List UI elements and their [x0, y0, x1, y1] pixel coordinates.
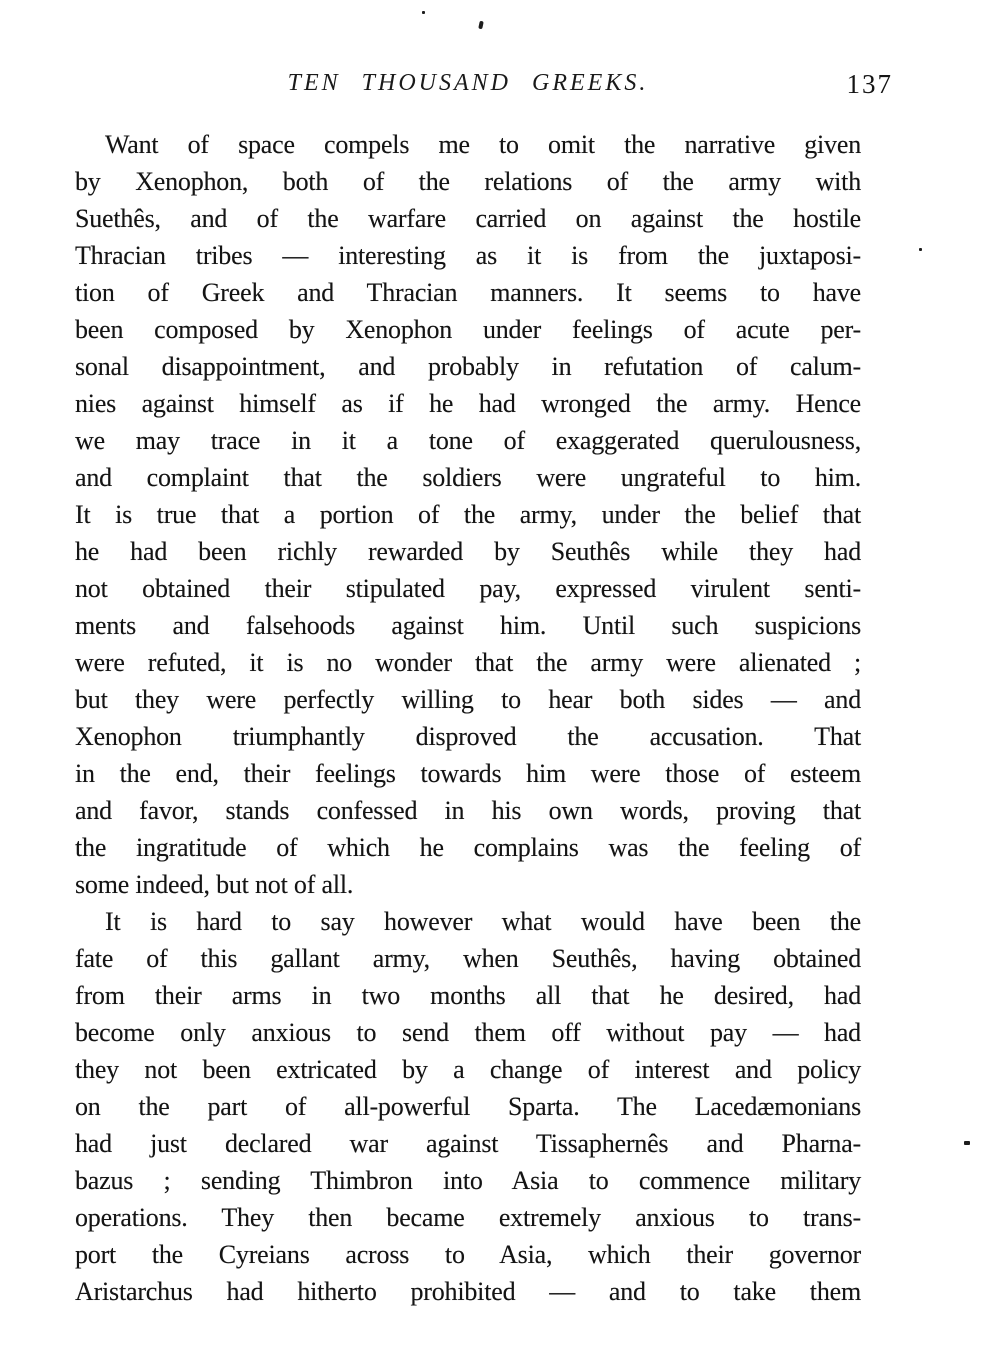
text-line: he had been richly rewarded by Seuthês while they had [75, 537, 861, 566]
text-line: and complaint that the soldiers were ungrateful to him. [75, 463, 861, 492]
text-line: It is hard to say however what would have been the [105, 907, 861, 936]
text-line: but they were perfectly willing to hear both sides — and [75, 685, 861, 714]
text-line: bazus ; sending Thimbron into Asia to commence military [75, 1166, 861, 1195]
text-line: operations. They then became extremely anxious to trans- [75, 1203, 861, 1232]
text-line: were refuted, it is no wonder that the army were alienated ; [75, 648, 861, 677]
text-line: Aristarchus had hitherto prohibited — and to take them [75, 1277, 861, 1306]
page-number: 137 [846, 69, 893, 99]
text-line: Want of space compels me to omit the narrative given [105, 130, 861, 159]
scan-speck [478, 21, 484, 30]
running-head [75, 69, 893, 104]
text-line: not obtained their stipulated pay, expressed virulent senti- [75, 574, 861, 603]
text-line: from their arms in two months all that he desired, had [75, 981, 861, 1010]
running-title: TEN THOUSAND GREEKS. [287, 70, 649, 96]
text-line: in the end, their feelings towards him were those of esteem [75, 759, 861, 788]
text-line: fate of this gallant army, when Seuthês, having obtained [75, 944, 861, 973]
text-line: been composed by Xenophon under feelings of acute per- [75, 315, 861, 344]
scan-speck [422, 11, 425, 14]
text-line: on the part of all-powerful Sparta. The Lacedæmonians [75, 1092, 861, 1121]
text-line: port the Cyreians across to Asia, which their governor [75, 1240, 861, 1269]
text-line: Xenophon triumphantly disproved the accusation. That [75, 722, 861, 751]
paragraph-2 [75, 903, 861, 1310]
text-line: and favor, stands confessed in his own words, proving that [75, 796, 861, 825]
text-line: they not been extricated by a change of interest and policy [75, 1055, 861, 1084]
text-line: by Xenophon, both of the relations of the army with [75, 167, 861, 196]
text-line: we may trace in it a tone of exaggerated querulousness, [75, 426, 861, 455]
text-line: tion of Greek and Thracian manners. It seems to have [75, 278, 861, 307]
text-line: had just declared war against Tissaphernês and Pharna- [75, 1129, 861, 1158]
text-line: nies against himself as if he had wronged the army. Hence [75, 389, 861, 418]
scan-speck [919, 248, 922, 251]
text-line: become only anxious to send them off without pay — had [75, 1018, 861, 1047]
text-line: ments and falsehoods against him. Until such suspicions [75, 611, 861, 640]
text-line: Suethês, and of the warfare carried on against the hostile [75, 204, 861, 233]
paragraph-1 [75, 126, 861, 903]
scan-speck [964, 1141, 970, 1145]
text-line: It is true that a portion of the army, under the belief that [75, 500, 861, 529]
text-line: sonal disappointment, and probably in refutation of calum- [75, 352, 861, 381]
text-line: Thracian tribes — interesting as it is from the juxtaposi- [75, 241, 861, 270]
text-line: some indeed, but not of all. [75, 870, 354, 899]
body-text [75, 126, 861, 1310]
text-line: the ingratitude of which he complains was the feeling of [75, 833, 861, 862]
